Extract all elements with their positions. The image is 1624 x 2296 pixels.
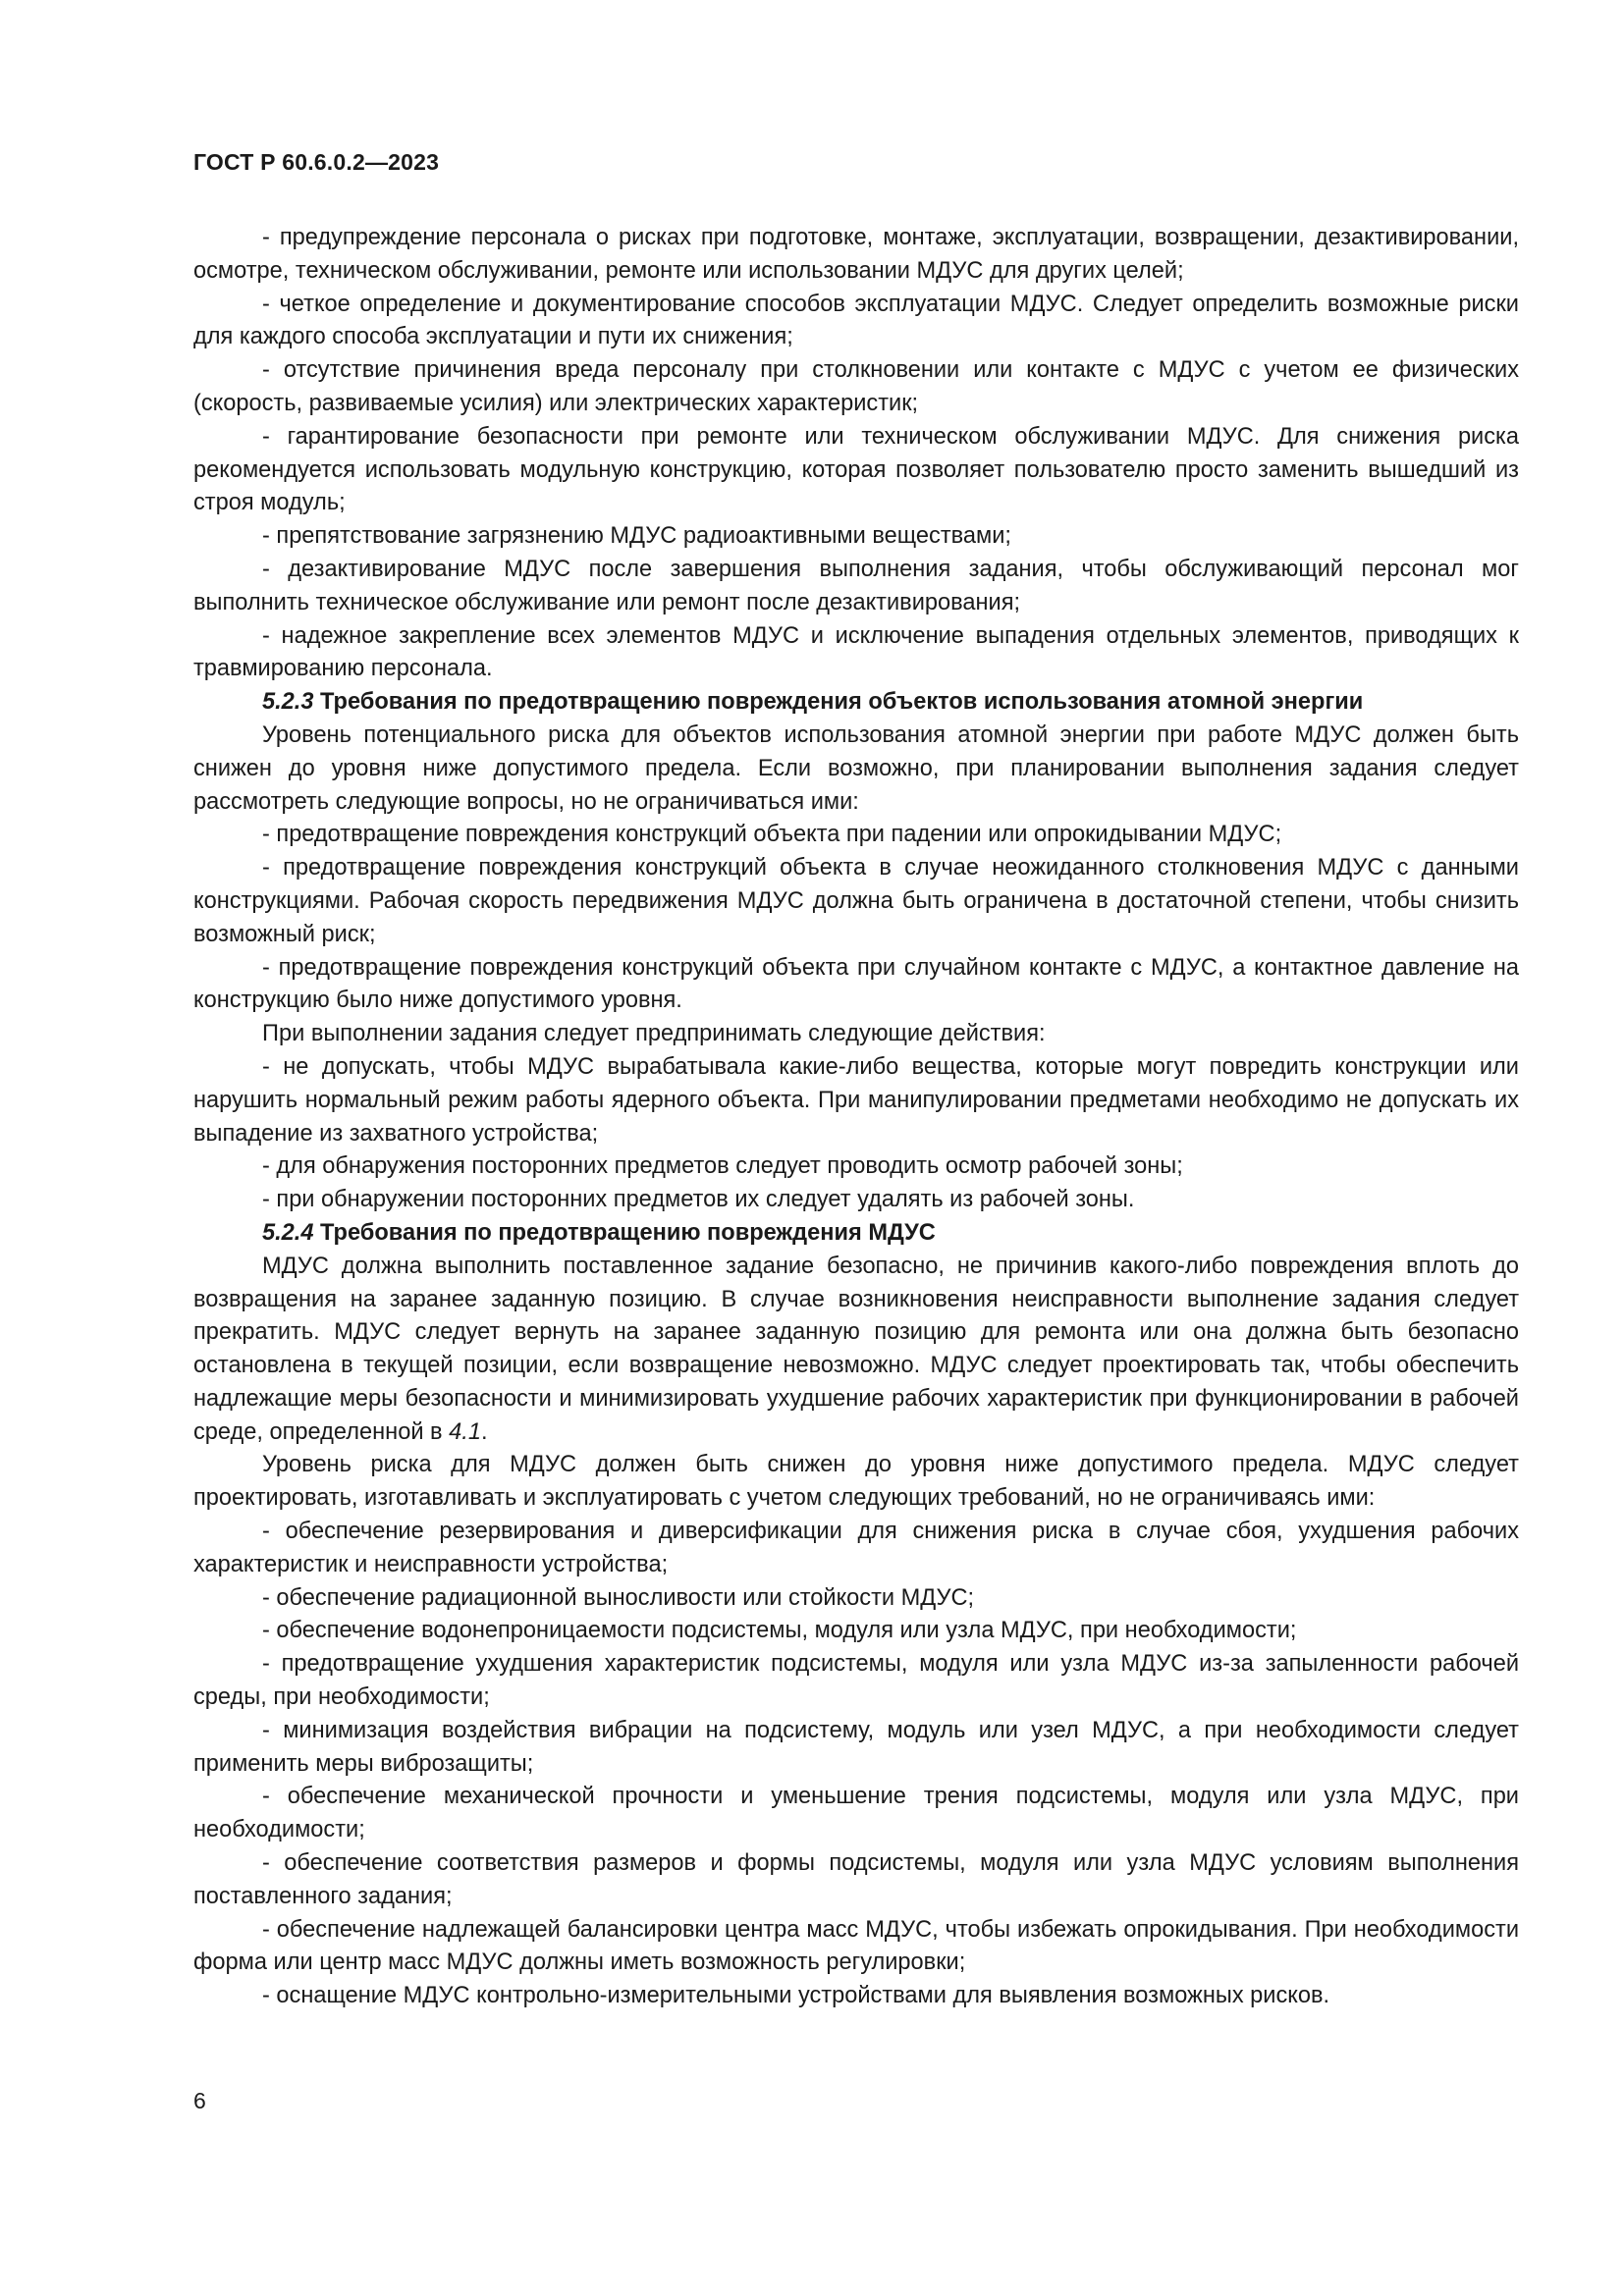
paragraph: Уровень потенциального риска для объектов использования атомной энергии при работе МДУС должен быть снижен до уровня ниже допустимого предела. Если возможно, при планировании выполнения задания следует рассмотреть следующие вопросы, но не ограничиваться ими:	[193, 721, 1519, 815]
list-item: - предотвращение повреждения конструкций объекта при падении или опрокидывании МДУС;	[262, 822, 1282, 848]
list-item: - не допускать, чтобы МДУС вырабатывала какие-либо вещества, которые могут повредить конструкции или нарушить нормальный режим работы ядерного объекта. При манипулировании предметами необходимо не допускать их выпадение из захватного устройства;	[193, 1053, 1519, 1147]
list-item: - оснащение МДУС контрольно-измерительными устройствами для выявления возможных рисков.	[262, 1983, 1330, 2009]
document-body	[193, 222, 1519, 2013]
section-number: 5.2.3	[262, 689, 314, 716]
list-item: - обеспечение водонепроницаемости подсистемы, модуля или узла МДУС, при необходимости;	[262, 1618, 1297, 1644]
cross-reference: 4.1	[449, 1418, 481, 1445]
list-item: - предотвращение повреждения конструкций объекта при случайном контакте с МДУС, а контактное давление на конструкцию было ниже допустимого уровня.	[193, 954, 1519, 1014]
list-item: - предупреждение персонала о рисках при подготовке, монтаже, эксплуатации, возвращении, дезактивировании, осмотре, техническом обслуживании, ремонте или использовании МДУС для других целей;	[193, 225, 1519, 284]
list-item: - обеспечение резервирования и диверсификации для снижения риска в случае сбоя, ухудшения рабочих характеристик и неисправности устройства;	[193, 1519, 1519, 1577]
list-item: - отсутствие причинения вреда персоналу при столкновении или контакте с МДУС с учетом ее физических (скорость, развиваемые усилия) или электрических характеристик;	[193, 357, 1519, 416]
paragraph: При выполнении задания следует предпринимать следующие действия:	[262, 1021, 1046, 1047]
section-title: Требования по предотвращению повреждения МДУС	[320, 1219, 936, 1246]
list-item: - минимизация воздействия вибрации на подсистему, модуль или узел МДУС, а при необходимости следует применить меры виброзащиты;	[193, 1717, 1519, 1777]
standard-code-header: ГОСТ Р 60.6.0.2—2023	[193, 149, 440, 175]
section-number: 5.2.4	[262, 1219, 314, 1246]
section-heading-5-2-3	[193, 686, 1519, 720]
list-item: - надежное закрепление всех элементов МДУС и исключение выпадения отдельных элементов, приводящих к травмированию персонала.	[193, 622, 1519, 682]
list-item: - дезактивирование МДУС после завершения выполнения задания, чтобы обслуживающий персонал мог выполнить техническое обслуживание или ремонт после дезактивирования;	[193, 556, 1519, 615]
list-item: - обеспечение соответствия размеров и формы подсистемы, модуля или узла МДУС условиям выполнения поставленного задания;	[193, 1850, 1519, 1909]
list-item: - препятствование загрязнению МДУС радиоактивными веществами;	[262, 523, 1011, 550]
list-item: - обеспечение радиационной выносливости или стойкости МДУС;	[262, 1584, 975, 1611]
paragraph-end: .	[480, 1418, 488, 1445]
paragraph-text: МДУС должна выполнить поставленное задание безопасно, не причинив какого-либо повреждения вплоть до возвращения на заранее заданную позицию. В случае возникновения неисправности выполнение задания следует прекратить. МДУС следует вернуть на заранее заданную позицию для ремонта или она должна быть безопасно остановлена в текущей позиции, если возвращение невозможно. МДУС следует проектировать так, чтобы обеспечить надлежащие меры безопасности и минимизировать ухудшение рабочих характеристик при функционировании в рабочей среде, определенной в	[193, 1253, 1519, 1445]
section-title: Требования по предотвращению повреждения объектов использования атомной энергии	[320, 689, 1364, 716]
list-item: - при обнаружении посторонних предметов их следует удалять из рабочей зоны.	[262, 1187, 1135, 1213]
list-item: - четкое определение и документирование способов эксплуатации МДУС. Следует определить возможные риски для каждого способа эксплуатации и пути их снижения;	[193, 291, 1519, 350]
page-number: 6	[193, 2088, 206, 2113]
paragraph: Уровень риска для МДУС должен быть снижен до уровня ниже допустимого предела. МДУС следует проектировать, изготавливать и эксплуатировать с учетом следующих требований, но не ограничиваясь ими:	[193, 1452, 1519, 1512]
list-item: - предотвращение повреждения конструкций объекта в случае неожиданного столкновения МДУС с данными конструкциями. Рабочая скорость передвижения МДУС должна быть ограничена в достаточной степени, чтобы снизить возможный риск;	[193, 855, 1519, 947]
list-item: - обеспечение механической прочности и уменьшение трения подсистемы, модуля или узла МДУС, при необходимости;	[193, 1784, 1519, 1843]
list-item: - гарантирование безопасности при ремонте или техническом обслуживании МДУС. Для снижения риска рекомендуется использовать модульную конструкцию, которая позволяет пользователю просто заменить вышедший из строя модуль;	[193, 423, 1519, 516]
list-item: - обеспечение надлежащей балансировки центра масс МДУС, чтобы избежать опрокидывания. При необходимости форма или центр масс МДУС должны иметь возможность регулировки;	[193, 1916, 1519, 1976]
section-heading-5-2-4	[193, 1217, 1519, 1251]
paragraph	[193, 1251, 1519, 1450]
list-item: - предотвращение ухудшения характеристик подсистемы, модуля или узла МДУС из-за запыленности рабочей среды, при необходимости;	[193, 1651, 1519, 1711]
list-item: - для обнаружения посторонних предметов следует проводить осмотр рабочей зоны;	[262, 1153, 1183, 1180]
